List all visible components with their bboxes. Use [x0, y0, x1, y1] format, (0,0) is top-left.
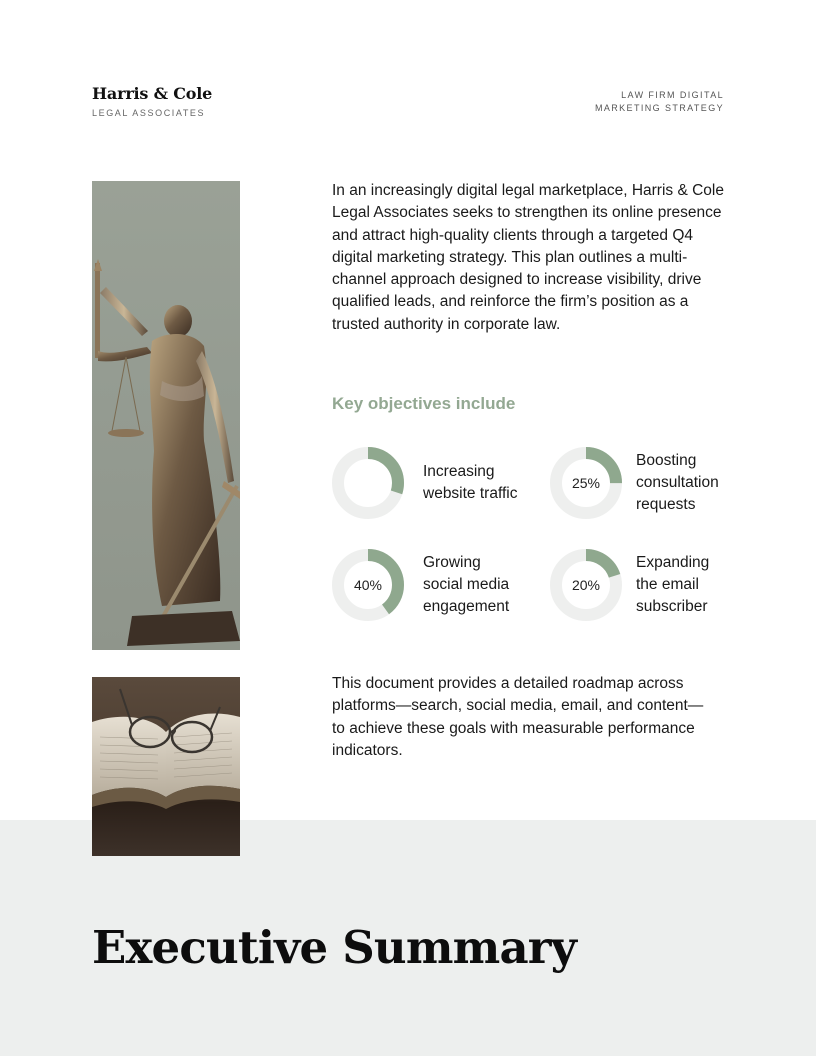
objective-label-line: Growing: [423, 553, 481, 571]
donut-percent-label: 40%: [353, 577, 383, 593]
objectives-heading: Key objectives include: [332, 394, 516, 413]
objective-label: [423, 552, 509, 619]
outro-paragraph: This document provides a detailed roadmap across platforms—search, social media, email, and content—to achieve these goals with measurable performance indicators.: [332, 675, 704, 759]
section-title: Executive Summary: [92, 921, 577, 974]
objective-website-traffic: [332, 447, 517, 519]
objective-label-line: Increasing: [423, 462, 495, 480]
objective-label-line: the email: [636, 575, 699, 593]
objective-label-line: website traffic: [423, 485, 518, 502]
objective-label: [636, 450, 719, 517]
objective-label: [423, 461, 517, 506]
objective-label-line: Expanding: [636, 553, 710, 571]
objective-label-line: engagement: [423, 598, 510, 616]
donut-chart: [332, 549, 404, 621]
objective-label-line: requests: [636, 496, 696, 514]
donut-chart: [550, 549, 622, 621]
brand-logo: [92, 84, 212, 119]
objective-social-engagement: [332, 549, 509, 621]
brand-name: Harris & Cole: [92, 84, 213, 103]
document-label-line2: MARKETING STRATEGY: [594, 103, 724, 113]
document-label-line1: LAW FIRM DIGITAL: [621, 90, 724, 100]
document-label: [524, 89, 724, 115]
donut-chart: [550, 447, 622, 519]
book-illustration-icon: [92, 677, 240, 856]
intro-paragraph: In an increasingly digital legal marketplace, Harris & Cole Legal Associates seeks to strengthen its online presence and attract high-quality clients through a targeted Q4 digital marketing strategy. This plan outlines a multi-channel approach designed to increase visibility, drive qualified leads, and reinforce the firm’s position as a trusted authority in corporate law.: [332, 182, 724, 333]
objective-email-subscribers: [550, 549, 709, 621]
donut-chart: [332, 447, 404, 519]
objective-label-line: Boosting: [636, 451, 697, 469]
donut-percent-label: [332, 447, 404, 519]
book-glasses-image: [92, 677, 240, 856]
justice-statue-image: [92, 181, 240, 650]
objective-label: [636, 552, 709, 619]
donut-percent-label: 25%: [571, 475, 601, 491]
objective-consultation-requests: [550, 447, 719, 519]
objective-label-line: social media: [423, 575, 510, 593]
statue-illustration-icon: [92, 181, 240, 650]
brand-subtitle: LEGAL ASSOCIATES: [92, 108, 206, 118]
objective-label-line: consultation: [636, 473, 719, 491]
objective-label-line: subscriber: [636, 598, 708, 616]
donut-percent-label: 20%: [571, 577, 601, 593]
